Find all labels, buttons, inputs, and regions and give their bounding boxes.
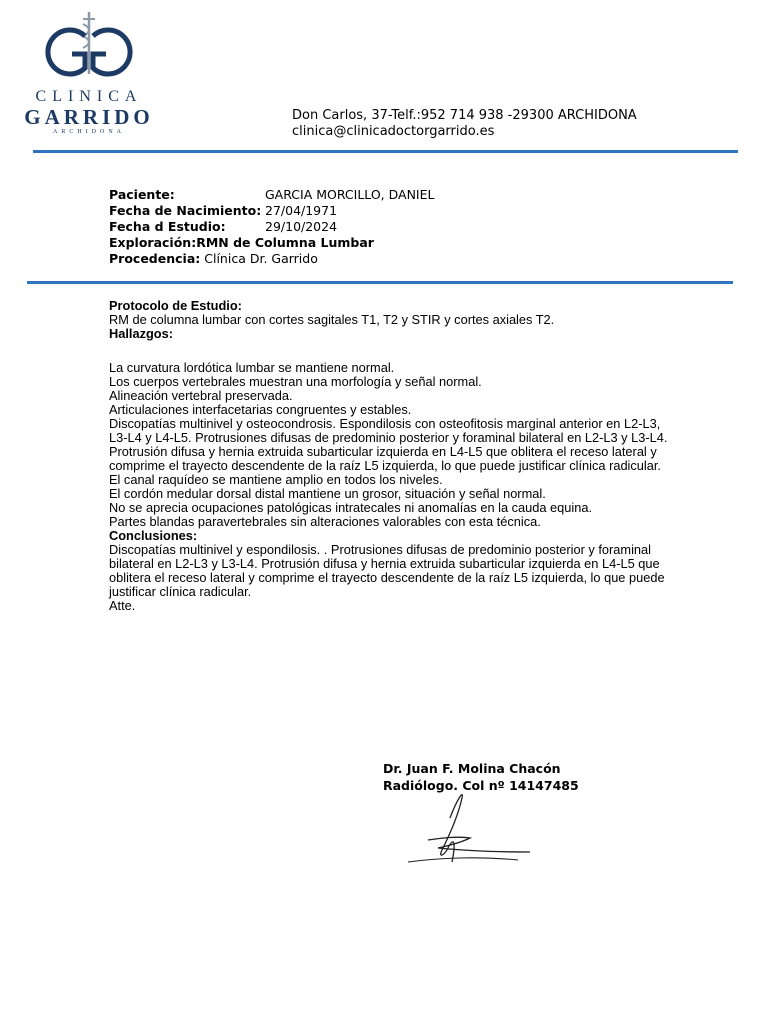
header-divider	[33, 150, 738, 153]
closing-text: Atte.	[109, 598, 136, 613]
finding-item: Partes blandas paravertebrales sin alteraciones valorables con esta técnica.	[109, 514, 541, 529]
handwritten-signature	[398, 790, 538, 880]
protocol-text: RM de columna lumbar con cortes sagitales T1, T2 y STIR y cortes axiales T2.	[109, 312, 555, 327]
conclusions-heading: Conclusiones:	[109, 528, 198, 543]
clinic-logo-mark	[14, 10, 164, 88]
finding-item: La curvatura lordótica lumbar se mantiene normal.	[109, 360, 395, 375]
patient-name-row	[109, 187, 435, 203]
clinic-email: clinica@clinicadoctorgarrido.es	[292, 124, 495, 139]
findings-heading: Hallazgos:	[109, 326, 173, 341]
origin-label: Procedencia:	[109, 251, 201, 266]
birth-date: 27/04/1971	[265, 203, 338, 218]
report-body	[109, 299, 669, 613]
protocol-heading: Protocolo de Estudio:	[109, 298, 242, 313]
conclusions-text: Discopatías multinivel y espondilosis. . Protrusiones difusas de predominio posterior y foraminal bilateral en L2-L3 y L3-L4. Protrusión difusa y hernia extruida subarticular izquierda en L4-L5 que oblitera el receso lateral y comprime el trayecto descendente de la raíz L5 izquierda, lo que puede justificar clínica radicular.	[109, 542, 665, 599]
finding-item: Articulaciones interfacetarias congruentes y estables.	[109, 402, 412, 417]
exam-row	[109, 235, 374, 251]
findings-list	[109, 361, 669, 529]
finding-item: Los cuerpos vertebrales muestran una morfología y señal normal.	[109, 374, 482, 389]
patient-info	[109, 187, 435, 267]
logo-text-archidona: ARCHIDONA	[53, 129, 125, 135]
birth-date-row	[109, 203, 374, 219]
signer-title: Radiólogo. Col nº 14147485	[383, 778, 579, 793]
finding-item: No se aprecia ocupaciones patológicas intratecales ni anomalías en la cauda equina.	[109, 500, 593, 515]
logo-text-garrido: GARRIDO	[24, 105, 154, 129]
clinic-contact	[292, 108, 637, 140]
signer-name: Dr. Juan F. Molina Chacón	[383, 761, 561, 776]
clinic-logo	[14, 10, 164, 138]
finding-item: Discopatías multinivel y osteocondrosis. Espondilosis con osteofitosis marginal anterior en L2-L3, L3-L4 y L4-L5. Protrusiones difusas de predominio posterior y foraminal bilateral en L2-L3 y L3-L4. Protrusión difusa y hernia extruida subarticular izquierda en L4-L5 que oblitera el receso lateral y comprime el trayecto descendente de la raíz L5 izquierda, lo que puede justificar clínica radicular.	[109, 416, 668, 473]
study-date-row	[109, 219, 374, 235]
birth-date-label: Fecha de Nacimiento:	[109, 203, 262, 218]
logo-text-clinica: CLINICA	[35, 88, 143, 105]
patient-name-label: Paciente:	[109, 187, 175, 202]
study-date-label: Fecha d Estudio:	[109, 219, 226, 234]
origin-row	[109, 251, 374, 267]
patient-divider	[27, 281, 733, 284]
exam-label: Exploración:	[109, 235, 197, 250]
exam-value: RMN de Columna Lumbar	[196, 235, 374, 250]
finding-item: Alineación vertebral preservada.	[109, 388, 293, 403]
origin-value: Clínica Dr. Garrido	[204, 251, 318, 266]
finding-item: El cordón medular dorsal distal mantiene un grosor, situación y señal normal.	[109, 486, 546, 501]
signature-block	[383, 760, 579, 794]
finding-item: El canal raquídeo se mantiene amplio en todos los niveles.	[109, 472, 443, 487]
clinic-address: Don Carlos, 37-Telf.:952 714 938 -29300 ARCHIDONA	[292, 108, 637, 123]
patient-name: GARCIA MORCILLO, DANIEL	[265, 187, 435, 202]
study-date: 29/10/2024	[265, 219, 338, 234]
